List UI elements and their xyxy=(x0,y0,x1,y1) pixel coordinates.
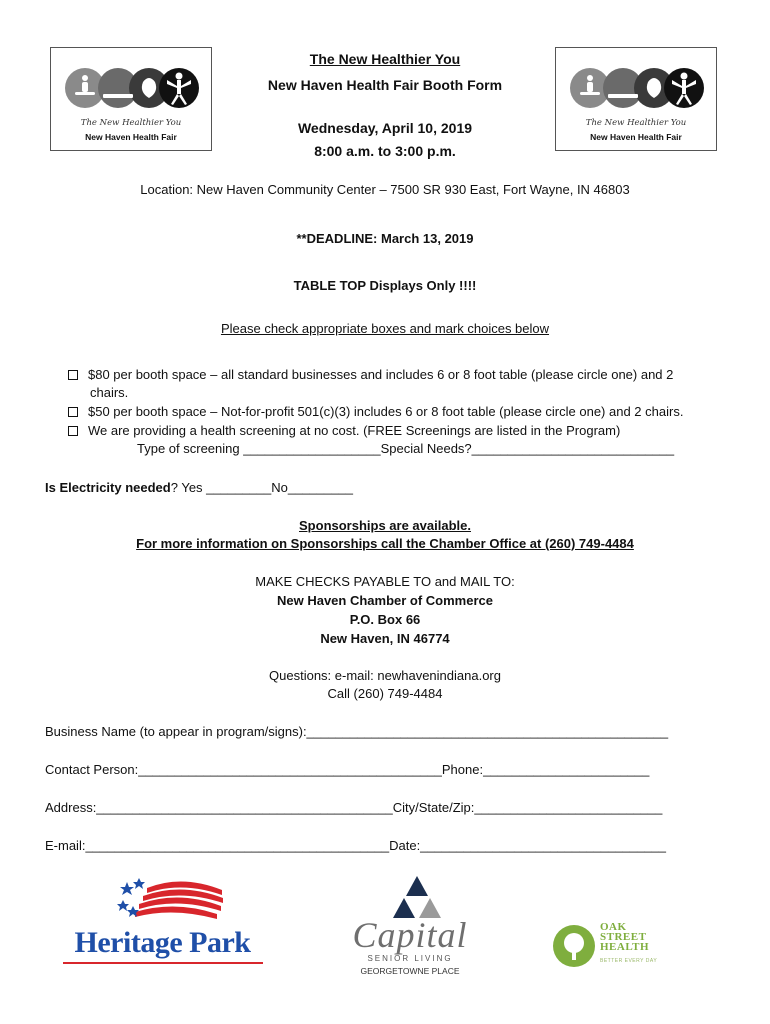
option-label: We are providing a health screening at no cost. (FREE Screenings are listed in the Program) xyxy=(88,423,621,438)
electricity-label: Is Electricity needed xyxy=(45,480,171,495)
mail-city: New Haven, IN 46774 xyxy=(320,631,450,646)
event-date: Wednesday, April 10, 2019 xyxy=(297,120,473,136)
capital-place: GEORGETOWNE PLACE xyxy=(360,966,460,976)
oak-line2: STREET xyxy=(600,931,647,943)
flag-icon xyxy=(117,876,227,924)
logo-tagline: The New Healthier You xyxy=(585,118,687,128)
oak-line1: OAK xyxy=(600,921,627,933)
option-label-cont: chairs. xyxy=(90,385,129,400)
heritage-park-text: Heritage Park xyxy=(74,926,251,959)
address-field[interactable]: Address:_________________________________________City/State/Zip:__________________________ xyxy=(45,800,663,815)
logo-tagline: The New Healthier You xyxy=(80,118,182,128)
option-label: $50 per booth space – Not-for-profit 501(c)(3) includes 6 or 8 foot table (please circle one) and 2 chairs. xyxy=(88,404,684,419)
logo-name: New Haven Health Fair xyxy=(590,132,682,142)
mail-box: P.O. Box 66 xyxy=(349,612,421,627)
location-text: Location: New Haven Community Center – 7500 SR 930 East, Fort Wayne, IN 46803 xyxy=(140,182,630,197)
option-standard-booth xyxy=(68,366,728,402)
questions-phone: Call (260) 749-4484 xyxy=(327,686,443,701)
oak-tagline: BETTER EVERY DAY xyxy=(600,958,658,964)
heritage-underline xyxy=(63,962,263,964)
form-title: The New Healthier You xyxy=(309,51,461,67)
capital-subtext: SENIOR LIVING xyxy=(367,954,453,963)
oak-street-health-logo xyxy=(552,920,672,972)
event-time: 8:00 a.m. to 3:00 p.m. xyxy=(314,143,456,159)
deadline-text: **DEADLINE: March 13, 2019 xyxy=(296,231,474,246)
electricity-options: ? Yes _________No_________ xyxy=(170,480,353,495)
table-top-note: TABLE TOP Displays Only !!!! xyxy=(293,278,477,293)
business-name-field[interactable]: Business Name (to appear in program/signs):__________________________________________________ xyxy=(45,724,669,739)
mail-name: New Haven Chamber of Commerce xyxy=(276,593,493,608)
questions-email: Questions: e-mail: newhavenindiana.org xyxy=(269,668,501,683)
screening-fields[interactable]: Type of screening ___________________Special Needs?____________________________ xyxy=(137,441,675,456)
option-nonprofit-booth xyxy=(68,403,728,421)
health-screening-checkbox[interactable] xyxy=(68,426,78,436)
option-label: $80 per booth space – all standard businesses and includes 6 or 8 foot table (please circle one) and 2 xyxy=(88,367,674,382)
electricity-field[interactable] xyxy=(45,480,353,495)
standard-booth-checkbox[interactable] xyxy=(68,370,78,380)
heritage-park-logo xyxy=(55,876,270,968)
email-date-field[interactable]: E-mail:__________________________________________Date:__________________________________ xyxy=(45,838,666,853)
form-subtitle: New Haven Health Fair Booth Form xyxy=(267,77,503,93)
nonprofit-booth-checkbox[interactable] xyxy=(68,407,78,417)
option-health-screening xyxy=(68,422,728,440)
mail-intro: MAKE CHECKS PAYABLE TO and MAIL TO: xyxy=(255,574,515,589)
sponsorships-heading: Sponsorships are available. xyxy=(299,518,471,533)
contact-phone-field[interactable]: Contact Person:__________________________________________Phone:_______________________ xyxy=(45,762,650,777)
capital-text: Capital xyxy=(352,915,468,955)
logo-name: New Haven Health Fair xyxy=(85,132,177,142)
tree-icon xyxy=(552,924,596,968)
oak-street-health-text xyxy=(600,922,649,952)
instructions-text: Please check appropriate boxes and mark choices below xyxy=(220,321,550,336)
capital-senior-living-logo xyxy=(330,874,490,978)
oak-line3: HEALTH xyxy=(600,941,650,953)
sponsorships-info: For more information on Sponsorships call the Chamber Office at (260) 749-4484 xyxy=(136,536,634,551)
